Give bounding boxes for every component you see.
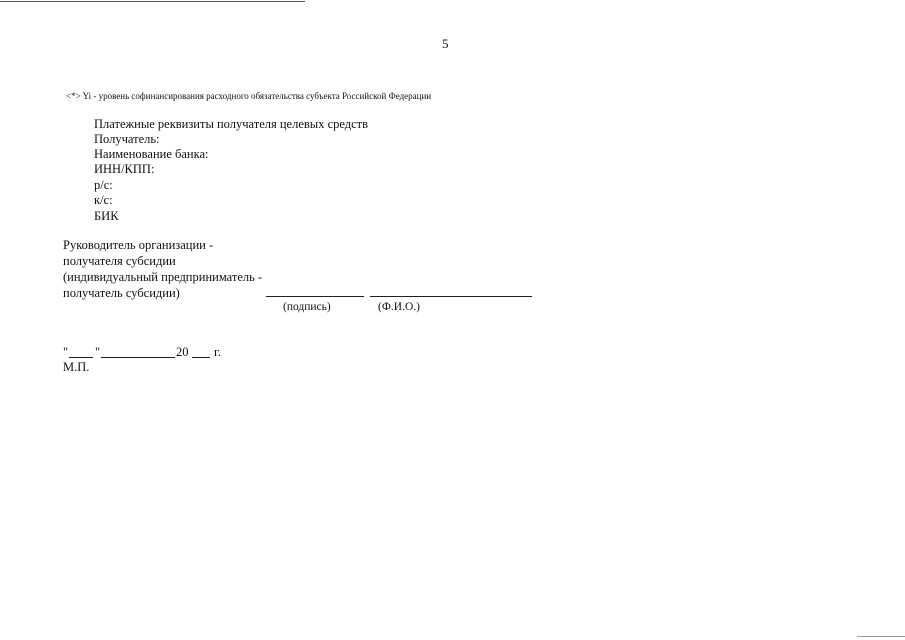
- page-number: 5: [442, 36, 449, 51]
- name-caption: (Ф.И.О.): [378, 301, 420, 313]
- stamp-label: М.П.: [63, 360, 90, 374]
- year-prefix: 20: [176, 345, 189, 359]
- signatory-line-2: получателя субсидии: [63, 254, 176, 268]
- signature-line: [266, 296, 364, 297]
- bank-name-label: Наименование банка:: [94, 147, 209, 161]
- signatory-line-3: (индивидуальный предприниматель -: [63, 270, 263, 284]
- year-blank: [192, 357, 210, 358]
- year-suffix: г.: [214, 345, 221, 359]
- date-close-quote: ": [95, 345, 101, 359]
- settlement-account-label: р/с:: [94, 178, 113, 192]
- signatory-line-1: Руководитель организации -: [63, 238, 214, 252]
- inn-kpp-label: ИНН/КПП:: [94, 162, 155, 176]
- signatory-line-4: получатель субсидии): [63, 286, 180, 300]
- recipient-label: Получатель:: [94, 132, 160, 146]
- bik-label: БИК: [94, 209, 119, 223]
- scan-edge-bottom-right: [857, 636, 905, 637]
- date-open-quote: ": [63, 345, 69, 359]
- footnote: <*> Yi - уровень софинансирования расходного обязательства субъекта Российской Федерации: [66, 91, 432, 101]
- day-blank: [69, 357, 93, 358]
- month-blank: [101, 357, 175, 358]
- signature-caption: (подпись): [283, 301, 331, 313]
- requisites-heading: Платежные реквизиты получателя целевых средств: [94, 117, 369, 131]
- correspondent-account-label: к/с:: [94, 193, 113, 207]
- scan-edge-top: [0, 1, 305, 2]
- name-line: [370, 296, 532, 297]
